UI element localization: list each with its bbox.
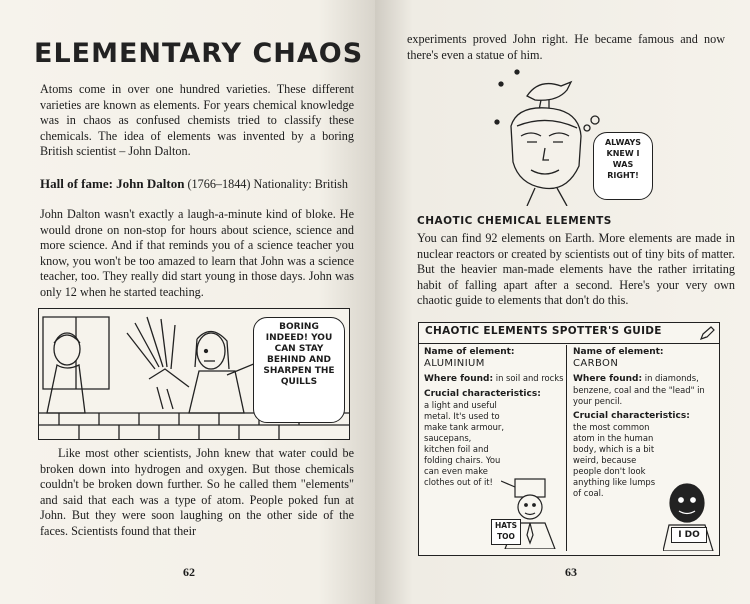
aluminium-tag: HATS TOO bbox=[491, 519, 521, 545]
aluminium-found-label: Where found: bbox=[424, 374, 494, 384]
page-number-left: 62 bbox=[183, 565, 195, 579]
right-page bbox=[375, 0, 750, 604]
guide-column-divider bbox=[566, 345, 567, 551]
page-number-right: 63 bbox=[565, 565, 577, 579]
guide-column-carbon bbox=[573, 347, 713, 499]
carbon-found bbox=[573, 373, 713, 407]
aluminium-found-value: in soil and rocks bbox=[493, 373, 564, 383]
spotters-guide-box bbox=[418, 322, 720, 556]
aluminium-crucial-label: Crucial characteristics: bbox=[424, 389, 541, 399]
top-paragraph: experiments proved John right. He became famous and now there's even a statue of him. bbox=[407, 32, 725, 62]
aluminium-name: ALUMINIUM bbox=[424, 358, 485, 369]
aluminium-name-label: Name of element: bbox=[424, 347, 515, 357]
continuation-paragraph: Like most other scientists, John knew that water could be broken down into hydrogen and oxygen. But those chemicals couldn't be broken down further. So he called them "elements" and said that each was a type of atom. People poked fun at John. But they were soon laughing on the other side of the faces. Scientists found that their bbox=[40, 446, 354, 538]
guide-column-aluminium bbox=[424, 347, 564, 488]
carbon-found-label: Where found: bbox=[573, 374, 643, 384]
pencil-icon bbox=[699, 325, 715, 341]
section-heading: CHAOTIC CHEMICAL ELEMENTS bbox=[417, 215, 612, 227]
statue-thought-bubble: ALWAYS KNEW I WAS RIGHT! bbox=[593, 132, 653, 200]
hall-of-fame-details: (1766–1844) Nationality: British bbox=[184, 177, 348, 191]
guide-title-divider bbox=[419, 343, 719, 344]
page-title: ELEMENTARY CHAOS bbox=[34, 38, 364, 69]
section-paragraph: You can find 92 elements on Earth. More elements are made in nuclear reactors or created by scientists out of tiny bits of matter. But the heavier man-made elements have the rather irritating habit of falling apart after a second. Here's your very own chaotic guide to elements that don't do this. bbox=[417, 231, 735, 308]
carbon-name: CARBON bbox=[573, 358, 619, 369]
bio-paragraph: John Dalton wasn't exactly a laugh-a-minute kind of bloke. He would drone on non-stop for hours about science, science and more science. And if that reminds you of a science teacher you know, you won't be too amazed to learn that John was a science teacher, too. They really did start young in those days. John was only 12 when he started teaching. bbox=[40, 207, 354, 299]
carbon-found-value: in diamonds, benzene, coal and the "lead" in your pencil. bbox=[573, 373, 705, 406]
carbon-name-label: Name of element: bbox=[573, 347, 664, 357]
carbon-tag: I DO bbox=[671, 527, 707, 543]
teacher-speech-bubble: BORING INDEED! YOU CAN STAY BEHIND AND SHARPEN THE QUILLS bbox=[253, 317, 345, 423]
dalton-cartoon bbox=[38, 308, 350, 440]
aluminium-found bbox=[424, 373, 564, 385]
intro-paragraph: Atoms come in over one hundred varieties. These different varieties are known as elements. For years chemical knowledge was in chaos as confused chemists tried to classify these chemicals. The idea of elements was invented by a boring British scientist – John Dalton. bbox=[40, 82, 354, 159]
hall-of-fame-label: Hall of fame: John Dalton bbox=[40, 176, 185, 191]
carbon-crucial-label: Crucial characteristics: bbox=[573, 411, 690, 421]
spotters-guide-title: CHAOTIC ELEMENTS SPOTTER'S GUIDE bbox=[425, 325, 662, 337]
aluminium-crucial-value: a light and useful metal. It's used to make tank armour, saucepans, kitchen foil and folding chairs. You can even make clothes out of it! bbox=[424, 400, 505, 487]
carbon-crucial-value: the most common atom in the human body, which is a bit weird, because people don't look anything like lumps of coal. bbox=[573, 422, 656, 498]
hall-of-fame-heading bbox=[40, 176, 354, 193]
